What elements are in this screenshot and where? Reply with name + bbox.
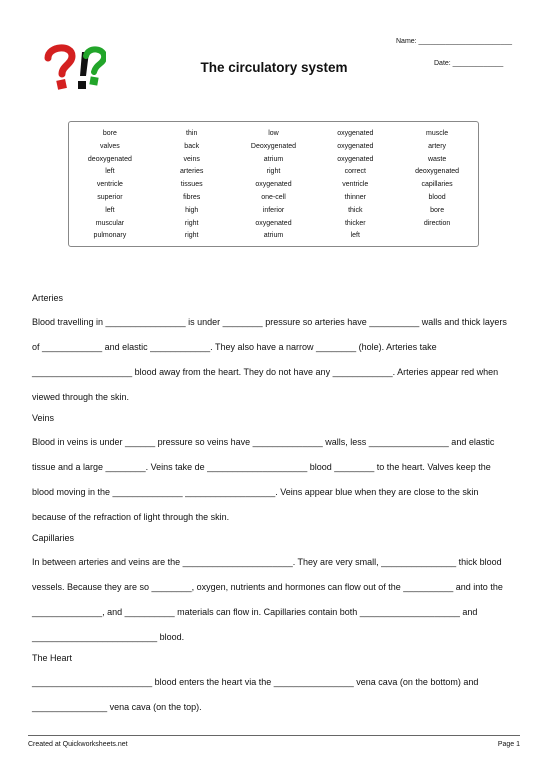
section-text: ________________________ blood enters the heart via the ________________ vena cava (on the bottom) and _______________ vena cava (on the top). [32,677,479,712]
section-heading: Arteries [32,293,64,303]
word-bank-word: atrium [263,155,284,163]
word-bank-word: muscular [95,219,125,227]
word-bank-word: arteries [180,168,204,176]
page-title: The circulatory system [200,60,348,75]
word-bank [68,121,479,247]
word-bank-word: correct [344,168,366,176]
word-bank-row [69,205,478,218]
word-bank-word: oxygenated [255,181,292,189]
section-text: In between arteries and veins are the ______________________. They are very small, _______________ thick blood vessels. Because they are so ________, oxygen, nutrients and hormones can flow out of the __________ and into the ______________, and __________ materials can flow in. Capillaries contain both ____________________ and _________________________ blood. [32,557,503,642]
section-veins [32,410,514,530]
word-bank-word: oxygenated [255,219,292,227]
word-bank-word: right [184,232,199,240]
word-bank-row [69,166,478,179]
word-bank-word: inferior [262,206,285,214]
section-heading: The Heart [32,653,73,663]
word-bank-word: right [184,219,199,227]
word-bank-row [69,128,478,141]
word-bank-word: ventricle [96,181,123,189]
word-bank-row [69,230,478,243]
word-bank-word: pulmonary [93,232,127,240]
word-bank-word: low [268,130,279,137]
word-bank-word: one-cell [261,193,286,201]
section-the-heart [32,650,514,720]
word-bank-word: waste [427,155,447,163]
word-bank-word [396,230,478,243]
section-arteries [32,290,514,410]
section-heading: Veins [32,413,55,423]
word-bank-word: thicker [344,219,366,227]
page-footer [28,735,520,748]
word-bank-word: back [184,142,200,150]
word-bank-row [69,141,478,154]
word-bank-word: capillaries [421,181,453,189]
name-field[interactable]: Name: ________________________ [396,38,512,45]
word-bank-word: thick [348,206,363,214]
footer-credit: Created at Quickworksheets.net [28,741,128,748]
word-bank-word: oxygenated [337,142,374,150]
word-bank-word: superior [97,193,123,201]
word-bank-word: bore [102,130,117,137]
word-bank-word: left [350,232,360,240]
word-bank-word: tissues [180,181,203,189]
word-bank-word: ventricle [342,181,369,189]
word-bank-word: atrium [263,232,284,240]
word-bank-word: blood [428,193,446,201]
page-number: Page 1 [497,741,520,748]
word-bank-word: high [185,206,199,214]
word-bank-word: thin [186,130,198,137]
word-bank-word: muscle [426,130,449,137]
word-bank-row [69,179,478,192]
word-bank-word: deoxygenated [87,155,132,163]
word-bank-word: oxygenated [337,130,374,137]
word-bank-word: oxygenated [337,155,374,163]
word-bank-word: thinner [344,193,366,201]
section-capillaries [32,530,514,650]
word-bank-table [69,128,478,243]
word-bank-word: left [105,168,115,176]
word-bank-word: fibres [183,193,201,201]
worksheet-content [32,290,514,720]
section-text: Blood in veins is under ______ pressure so veins have ______________ walls, less ________________ and elastic tissue and a large ________. Veins take de ____________________ blood ________ to the heart. Valves keep the blood moving in the ______________ __________________. Veins appear blue when they are close to the skin because of the refraction of light through the skin. [32,437,495,522]
word-bank-word: bore [430,206,445,214]
word-bank-word: direction [423,219,451,227]
word-bank-word: artery [428,142,447,150]
word-bank-row [69,154,478,167]
section-heading: Capillaries [32,533,75,543]
date-field[interactable]: Date: _____________ [434,60,504,67]
word-bank-row [69,218,478,231]
word-bank-word: left [105,206,115,214]
word-bank-row [69,192,478,205]
word-bank-word: right [266,168,281,176]
word-bank-word: valves [99,142,120,150]
word-bank-word: deoxygenated [415,168,460,176]
section-text: Blood travelling in ________________ is under ________ pressure so arteries have __________ walls and thick layers of ____________ and elastic ____________. They also have a narrow ________ (hole). Arteries take ____________________ blood away from the heart. They do not have any ____________. Arteries appear red when viewed through the skin. [32,317,507,402]
word-bank-word: Deoxygenated [250,142,297,150]
word-bank-word: veins [183,155,200,163]
